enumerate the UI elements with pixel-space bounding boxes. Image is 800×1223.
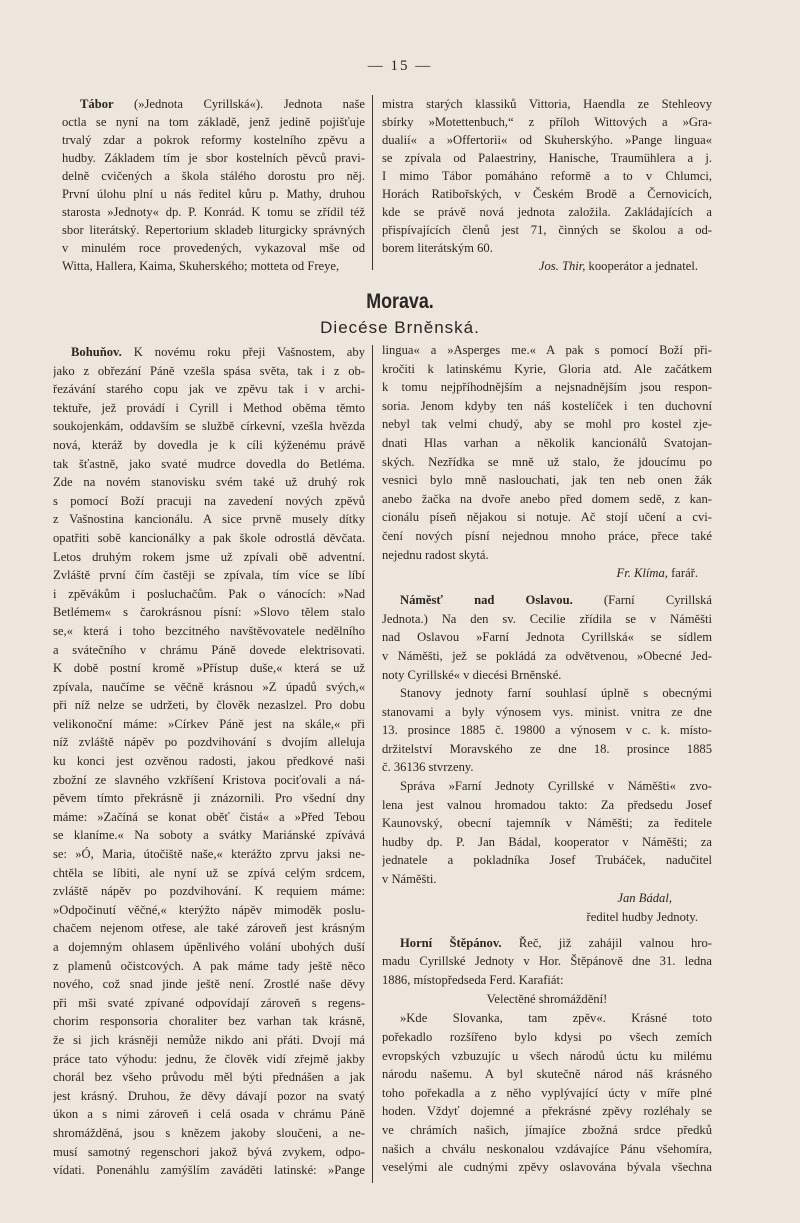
text-line: chorim responsoria choraliter bez varhan tak krásně, bbox=[53, 1014, 365, 1029]
text-line: hoden. Vždyť dojemné a překrásné zpěvy rozléhaly se bbox=[382, 1104, 712, 1119]
text-line: máme: »Začíná se konat oběť čistá« a »Před Tebou bbox=[53, 809, 365, 824]
text-line: z Vašnostina kancionálu. A sice prvně musely dítky bbox=[53, 512, 365, 527]
text-line: a dojemným ohlasem úpěnlivého volání ubohých duší bbox=[53, 940, 365, 954]
text-line: ských. Nezřídka se mně už stalo, že jdoucímu po bbox=[382, 454, 712, 469]
article-tabor bbox=[62, 95, 365, 275]
text-line: chtěla se líbiti, ale nyní už se zpívá celým srdcem, bbox=[53, 865, 365, 880]
line-text: Řeč, již zahájil valnou hro- bbox=[501, 935, 712, 950]
signature-name: Jos. Thir, bbox=[538, 259, 586, 273]
text-line: noty Cyrillské« v diecési Brněnské. bbox=[382, 667, 562, 682]
signature bbox=[382, 257, 712, 276]
signature-name: Fr. Klíma, bbox=[616, 566, 668, 581]
text-line: sbírky »Motettenbuch,“ z příloh Wittových a »Gra- bbox=[382, 115, 712, 129]
text-line: se: »Ó, Maria, útočiště naše,« kterážto zprvu jaksi ne- bbox=[53, 847, 365, 862]
text-line: velikonoční máme: »Církev Páně jest na skále,« při bbox=[53, 716, 365, 731]
text-line: č. 36136 stvrzeny. bbox=[382, 760, 474, 775]
text-line: stanovami a byly výnosem vys. minist. vnitra ze dne bbox=[382, 704, 712, 719]
salutation: Velectěné shromáždění! bbox=[486, 992, 608, 1007]
paragraph bbox=[382, 1009, 712, 1176]
text-line: toho pořekadla a z něho vyplývající úcty v míře plné bbox=[382, 1085, 712, 1100]
text-line: při mši svaté zpívané odpovídají zároveň s regens- bbox=[53, 995, 365, 1010]
text-line: v Náměšti. bbox=[382, 872, 437, 887]
text-line: Betlémem« s čarokrásnou písní: »Slovo tělem stalo bbox=[53, 605, 365, 620]
text-line: sbor literátský. Repertorium skladeb liturgicky správných bbox=[62, 223, 365, 237]
text-line: v minulém roce provedených, vykazoval mše od bbox=[62, 241, 365, 255]
text-line: soria. Jenom kdyby ten náš kostelíček i ten duchovní bbox=[382, 398, 712, 413]
text-line: držitelství Moravského ze dne 18. prosince 1885 bbox=[382, 741, 712, 756]
text-line: chorál bez všeho průvodu měl býti přednášen a jak bbox=[53, 1070, 365, 1085]
text-line: kde se právě nová jednota založila. Zakládajících a bbox=[382, 205, 712, 219]
text-line: lena jest valnou hromadou takto: Za předsedu Josef bbox=[382, 797, 712, 812]
text-line: opatřiti sobě kancionálky a pak škole odrostlá děvčata. bbox=[53, 530, 365, 545]
text-line: pořekadlo rozšířeno bylo kdysi po všech zemích bbox=[382, 1030, 712, 1044]
text-line: a svátečního v chrámu Páně dovede elektrisovati. bbox=[53, 642, 365, 657]
line-text: (Farní Cyrillská bbox=[572, 593, 712, 608]
signature-name bbox=[382, 889, 712, 908]
text-line: hudby dp. P. Jan Bádal, kooperator v Náměšti; za bbox=[382, 834, 712, 849]
text-line: ve chrámích našich, jímajíce zbožná srdce předků bbox=[382, 1122, 712, 1137]
paragraph bbox=[382, 95, 712, 257]
text-line: evropských vzbuzujíc u všech národů úctu ku milému bbox=[382, 1048, 712, 1063]
text-line: k tomu nejpříhodnějším a nejsnadnějším jsou respon- bbox=[382, 380, 712, 395]
article-tabor-continued bbox=[382, 95, 712, 276]
text-line: s pomocí Boží pracuji na zavedení nových zpěvů bbox=[53, 493, 365, 508]
article-stepanov bbox=[382, 934, 712, 1177]
text-line: soukojenkám, oddavším se službě církevní, vzešla hvězda bbox=[53, 419, 365, 434]
text-line: anebo žačka na dvoře anebo před domem sedě, z kan- bbox=[382, 491, 712, 506]
article-bohunov bbox=[53, 343, 365, 1180]
text-line bbox=[53, 343, 365, 362]
paragraph bbox=[382, 777, 712, 889]
signature-role: farář. bbox=[667, 566, 698, 581]
column-divider bbox=[372, 345, 373, 1183]
line-text: K novému roku přeji Vašnostem, aby bbox=[121, 345, 365, 359]
text-line: se klaníme.« Na soboty a svátky Mariánské zpívává bbox=[53, 828, 365, 843]
text-line: v Náměšti, jež se pokládá za odvětvenou, »Obecné Jed- bbox=[382, 648, 712, 663]
paragraph bbox=[382, 934, 712, 990]
text-line: vesnici bylo mně naslouchati, jak ten neb onen žák bbox=[382, 473, 712, 488]
text-line bbox=[62, 95, 365, 113]
text-line: že si jich krásněji nemůže nikdo ani přáti. Dvojí má bbox=[53, 1032, 365, 1047]
text-line: lingua« a »Asperges me.« A pak s pomocí Boží při- bbox=[382, 343, 712, 357]
text-line bbox=[382, 591, 712, 610]
text-line: se,« která i toho bezcitného navštěvovatele nedělního bbox=[53, 623, 365, 638]
text-line: nad Oslavou »Farní Jednota Cyrillská« se sídlem bbox=[382, 630, 712, 645]
text-line: řezávání starého copu jak ve zpěvu tak i v archi- bbox=[53, 382, 365, 397]
text-line: našich a chválu neskonalou vzdávajíce Pánu všehomíra, bbox=[382, 1141, 712, 1156]
article-namest bbox=[382, 591, 712, 926]
page-number: — 15 — bbox=[367, 58, 433, 74]
text-line: Letos druhým rokem jsme už zpívali obě adventní. bbox=[53, 549, 365, 564]
text-line: Zvláště první čím častěji se zpívala, tím více se líbí bbox=[53, 568, 365, 583]
text-line: pěvem tímto překrásně ji znázornili. Pro všední dny bbox=[53, 791, 365, 806]
text-line: se zpívala od Palaestriny, Hanische, Traumühlera a j. bbox=[382, 151, 712, 165]
text-line: »Odpočinutí věčné,« kterýžto nápěv mimoděk poslu- bbox=[53, 902, 365, 917]
text-line: jako z obřezání Páně vzešla spása světa, tak i z ob- bbox=[53, 363, 365, 378]
text-line: delně cvičených a škola stálého dorostu pro něj. bbox=[62, 169, 365, 183]
text-line: vídati. Ponenáhlu zamýšlím zaváděti latinské: »Pange bbox=[53, 1163, 365, 1178]
text-line: kročiti k latinskému Kyrie, Gloria atd. Ale začátkem bbox=[382, 361, 712, 376]
text-line: úkon a s nimi zároveň i celá osada v chrámu Páně bbox=[53, 1107, 365, 1122]
text-line: jest krásný. Druhou, že děvy dávají pozor na svatý bbox=[53, 1088, 365, 1103]
text-line: dnati Hlas varhan a několik kancionálů Svatojan- bbox=[382, 435, 712, 450]
text-line: 13. prosince 1885 č. 19800 a výnosem v c. k. místo- bbox=[382, 723, 712, 738]
text-line: čení nových písní nejednou mnoho práce, přece také bbox=[382, 528, 712, 543]
text-line: tektuře, jež provádí i Cyrill i Method oběma těmto bbox=[53, 400, 365, 415]
text-line: cionálu píseň nějakou si notuje. Ač stojí učení a cvi- bbox=[382, 510, 712, 525]
signature-role: kooperátor a jednatel. bbox=[585, 259, 698, 273]
section-subtitle: Diecése Brněnská. bbox=[320, 318, 480, 337]
paragraph bbox=[382, 591, 712, 684]
text-line: Správa »Farní Jednoty Cyrillské v Náměšti« zvo- bbox=[400, 779, 712, 794]
text-line: musí samotný regenschori jakož bývá zvykem, odpo- bbox=[53, 1144, 365, 1159]
text-line: mistra starých klassiků Vittoria, Haendla ze Stehleovy bbox=[382, 97, 712, 111]
line-text: (»Jednota Cyrillská«). Jednota naše bbox=[113, 97, 365, 111]
paragraph bbox=[382, 341, 712, 564]
text-line: Jednota.) Na den sv. Cecilie zřídila se v Náměšti bbox=[382, 611, 712, 626]
paragraph bbox=[62, 95, 365, 275]
text-line: z plamenů očistcových. A pak máme tady ještě něco bbox=[53, 958, 365, 973]
text-line: národu našemu. A byl skutečně národ náš krásného bbox=[382, 1067, 712, 1082]
text-line: práce tato výhodu: jednu, že člověk vidí zřejmě jakby bbox=[53, 1051, 365, 1066]
text-line: octla se nyní na tom základě, jenž jedině pojišťuje bbox=[62, 115, 365, 129]
signature-role: ředitel hudby Jednoty. bbox=[586, 909, 698, 924]
text-line: starosta »Jednoty« dp. P. Konrád. K tomu se zřídil též bbox=[62, 205, 365, 219]
text-line: Stanovy jednoty farní souhlasí úplně s obecnými bbox=[400, 686, 712, 701]
text-line: madu Cyrillské Jednoty v Hor. Štěpánově dne 31. ledna bbox=[382, 954, 712, 969]
text-line: I mimo Tábor pomáháno reformě a to v Chlumci, bbox=[382, 169, 712, 183]
text-line: Witta, Hallera, Kaima, Skuherského; motteta od Freye, bbox=[62, 259, 340, 273]
text-line: 1886, místopředseda Ferd. Karafiát: bbox=[382, 972, 564, 987]
section-title: Morava. bbox=[366, 290, 434, 313]
text-line: nejednu radost skytá. bbox=[382, 547, 489, 562]
text-line: borem literátským 60. bbox=[382, 241, 493, 255]
text-line: shromážděná, jsou s knězem jakoby sloučeni, a ne- bbox=[53, 1125, 365, 1140]
text-line: První úlohu plní u nás ředitel kůru p. Mathy, druhou bbox=[62, 187, 365, 201]
text-line: přispívajících členů jest 71, činných se školou a od- bbox=[382, 223, 712, 237]
text-line: dualií« a »Offertorii« od Skuherskýho. »Pange lingua« bbox=[382, 133, 712, 147]
text-line: Zde na novém stanovisku svém také už druhý rok bbox=[53, 475, 365, 490]
text-line: zpívala, naučíme se věčně krásnou »Z úpadů svých,« bbox=[53, 679, 365, 694]
text-line: Horách Ratibořských, v Českém Brodě a Černovicích, bbox=[382, 187, 712, 201]
paragraph-lead: Horní Štěpánov. bbox=[400, 935, 502, 950]
column-divider bbox=[372, 95, 373, 270]
text-line: zbožní ze slavného vzkříšení Kristova pociťovali a ná- bbox=[53, 772, 365, 787]
text-line: zvláště nápěv po pozdvihování. K requiem máme: bbox=[53, 884, 365, 899]
text-line: při níž nelze se udržeti, by člověk nezaslzel. Pro dobu bbox=[53, 698, 365, 713]
text-line: veselými ale cudnými zpěvy oslavována bývala všechna bbox=[382, 1160, 712, 1175]
right-column bbox=[382, 341, 712, 1177]
text-line: nová, kteráž by dovedla je k cíli kýženému právě bbox=[53, 437, 365, 452]
text-line: tak šťastně, jako svaté mudrce dovedla do Betléma. bbox=[53, 456, 365, 471]
text-line: i zpěvákům i posluchačům. Pak o vánocích: »Nad bbox=[53, 586, 365, 601]
paragraph bbox=[53, 343, 365, 1180]
paragraph-lead: Náměsť nad Oslavou. bbox=[400, 593, 573, 608]
text-line: níž zvláště nápěv po pozdvihování s dvojím alleluja bbox=[53, 735, 365, 750]
paragraph bbox=[382, 684, 712, 777]
text-line: jednatele a pokladníka Josef Trubáček, nadučitel bbox=[382, 853, 712, 868]
text-line: K době postní kromě »Přístup duše,« která se už bbox=[53, 661, 365, 676]
signature-name-text: Jan Bádal, bbox=[617, 890, 672, 905]
text-line: trvalý zdar a pokrok reformy kostelního zpěvu a bbox=[62, 133, 365, 147]
paragraph-lead: Bohuňov. bbox=[71, 345, 122, 359]
text-line bbox=[382, 934, 712, 953]
signature bbox=[382, 564, 712, 583]
text-line: nebyl tak velmi chudý, aby se mohl pro kostel zje- bbox=[382, 417, 712, 432]
text-line: hudby. Základem tím je sbor kostelních pěvců pravi- bbox=[62, 151, 365, 165]
text-line: chačem nejenom otřese, ale také zároveň jest krásným bbox=[53, 921, 365, 936]
text-line: »Kde Slovanka, tam zpěv«. Krásné toto bbox=[400, 1011, 712, 1026]
text-line: nového, což snad jinde ještě není. Zrostlé naše děvy bbox=[53, 977, 365, 992]
paragraph-lead: Tábor bbox=[80, 97, 114, 111]
text-line: Kaunovský, obecní tajemník v Náměšti; za ředitele bbox=[382, 816, 712, 831]
text-line: ku konci jest ozvěnou radosti, jakou předkové naši bbox=[53, 754, 365, 769]
